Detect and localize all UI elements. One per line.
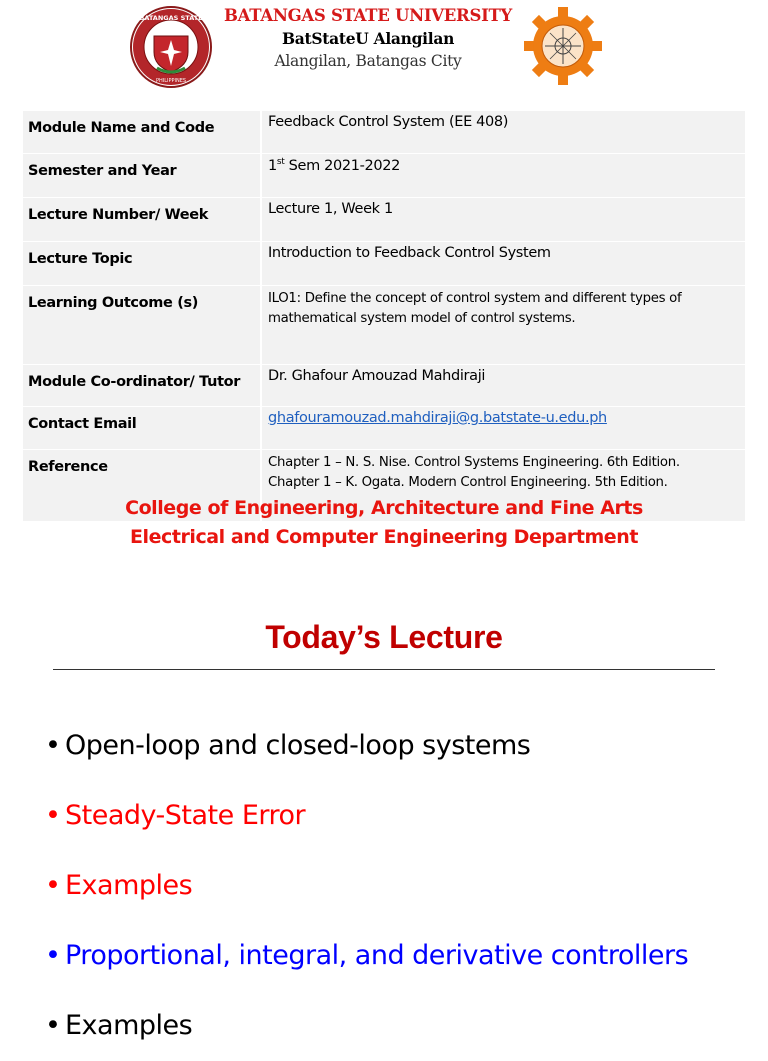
topic-item [45, 851, 688, 921]
bullet-icon: • [45, 1010, 61, 1041]
topic-item [45, 781, 688, 851]
svg-text:BATANGAS STATE: BATANGAS STATE [139, 14, 203, 22]
topic-text: Examples [65, 870, 193, 901]
bullet-icon: • [45, 730, 61, 761]
table-row [23, 242, 745, 286]
lecture-topic-value: Introduction to Feedback Control System [262, 242, 745, 286]
semester-ordinal-suffix: st [276, 157, 285, 167]
contact-email-link[interactable]: ghafouramouzad.mahdiraji@g.batstate-u.edu.ph [268, 410, 607, 426]
topic-text: Proportional, integral, and derivative controllers [65, 940, 689, 971]
reference-line: Chapter 1 – K. Ogata. Modern Control Engineering. 5th Edition. [268, 475, 668, 490]
semester-rest: Sem 2021-2022 [284, 157, 401, 174]
row-label: Module Name and Code [23, 111, 262, 154]
engineering-gear-logo [524, 7, 602, 85]
row-label: Contact Email [23, 407, 262, 450]
row-label: Reference [23, 450, 262, 522]
table-row [23, 286, 745, 365]
topic-item [45, 921, 688, 991]
batstateu-seal-logo [130, 6, 212, 88]
campus-city: Alangilan, Batangas City [274, 52, 462, 70]
topic-text: Examples [65, 1010, 193, 1041]
row-label: Semester and Year [23, 154, 262, 198]
semester-value [262, 154, 745, 198]
title-divider [53, 669, 715, 670]
topic-item [45, 711, 688, 781]
row-label: Module Co-ordinator/ Tutor [23, 365, 262, 407]
coordinator-value: Dr. Ghafour Amouzad Mahdiraji [262, 365, 745, 407]
bullet-icon: • [45, 940, 61, 971]
row-label: Lecture Number/ Week [23, 198, 262, 242]
lecture-title: Today’s Lecture [265, 619, 503, 655]
topic-list [45, 711, 688, 1061]
college-name: College of Engineering, Architecture and Fine Arts [125, 497, 643, 519]
lecture-number-value: Lecture 1, Week 1 [262, 198, 745, 242]
campus-name: BatStateU Alangilan [281, 29, 455, 48]
row-label: Lecture Topic [23, 242, 262, 286]
table-row [23, 198, 745, 242]
department-name: Electrical and Computer Engineering Department [130, 526, 638, 548]
table-row [23, 365, 745, 407]
row-label: Learning Outcome (s) [23, 286, 262, 365]
module-info-table [23, 111, 745, 522]
module-name-value: Feedback Control System (EE 408) [262, 111, 745, 154]
topic-item [45, 991, 688, 1061]
bullet-icon: • [45, 800, 61, 831]
university-name: BATANGAS STATE UNIVERSITY [224, 6, 512, 25]
table-row [23, 407, 745, 450]
learning-outcome-value: ILO1: Define the concept of control system and different types of mathematical system model of control systems. [262, 286, 745, 365]
svg-text:PHILIPPINES: PHILIPPINES [155, 78, 187, 84]
topic-text: Open-loop and closed-loop systems [65, 730, 531, 761]
contact-email-cell [262, 407, 745, 450]
table-row [23, 111, 745, 154]
table-row [23, 154, 745, 198]
bullet-icon: • [45, 870, 61, 901]
university-header [0, 0, 768, 95]
topic-text: Steady-State Error [65, 800, 306, 831]
semester-ordinal: 1 [268, 157, 277, 174]
reference-line: Chapter 1 – N. S. Nise. Control Systems Engineering. 6th Edition. [268, 455, 680, 470]
